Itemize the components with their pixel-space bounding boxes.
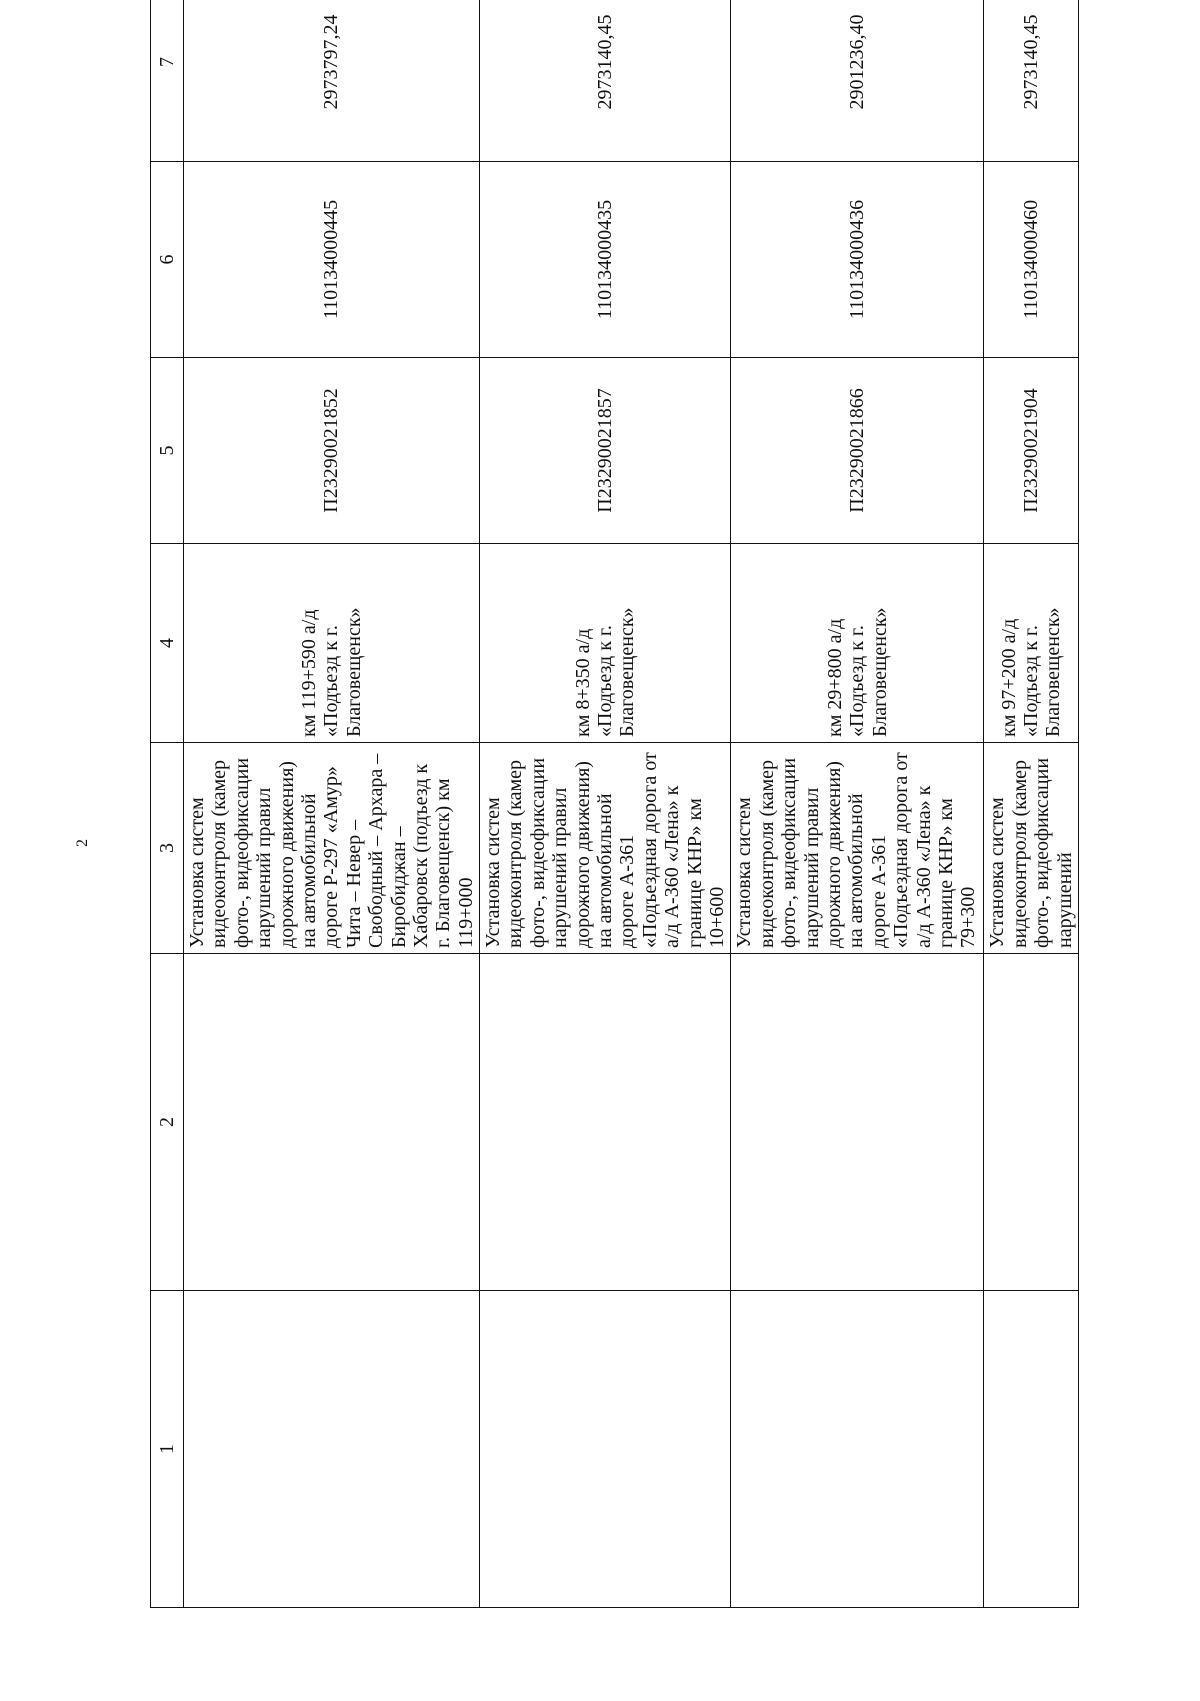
description-cell: Установка систем видеоконтроля (камер фото-, видеофиксации нарушений правил дорожного движения) на автомобильной дороге А-361 «Подъездная дорога от а/д А-360 «Лена» к границе КНР» км 79+300 bbox=[731, 743, 984, 954]
location-cell: км 97+200 а/д «Подъезд к г. Благовещенск» bbox=[984, 544, 1079, 743]
code-cell: П23290021904 bbox=[984, 358, 1079, 544]
column-header-6: 6 bbox=[151, 162, 184, 358]
inventory-number-cell: 110134000435 bbox=[480, 162, 731, 358]
column-header-7: 7 bbox=[151, 0, 184, 162]
amount-cell: 2973140,45 bbox=[984, 0, 1079, 162]
code-cell: П23290021852 bbox=[184, 358, 480, 544]
amount-cell: 2901236,40 bbox=[731, 0, 984, 162]
column-header-3: 3 bbox=[151, 743, 184, 954]
table-row bbox=[184, 0, 480, 1608]
cell-empty-col2 bbox=[480, 954, 731, 1291]
cell-empty-col1 bbox=[480, 1291, 731, 1608]
description-cell: Установка систем видеоконтроля (камер фото-, видеофиксации нарушений bbox=[984, 743, 1079, 954]
page-number: 2 bbox=[74, 839, 91, 847]
cell-empty-col1 bbox=[984, 1291, 1079, 1608]
description-cell: Установка систем видеоконтроля (камер фото-, видеофиксации нарушений правил дорожного движения) на автомобильной дороге А-361 «Подъездная дорога от а/д А-360 «Лена» к границе КНР» км 10+600 bbox=[480, 743, 731, 954]
inventory-number-cell: 110134000445 bbox=[184, 162, 480, 358]
inventory-number-cell: 110134000436 bbox=[731, 162, 984, 358]
code-cell: П23290021857 bbox=[480, 358, 731, 544]
code-cell: П23290021866 bbox=[731, 358, 984, 544]
description-cell: Установка систем видеоконтроля (камер фото-, видеофиксации нарушений правил дорожного движения) на автомобильной дороге Р-297 «Амур» Чита – Невер – Свободный – Архара – Биробиджан – Хабаровск (подъезд к г. Благовещенск) км 119+000 bbox=[184, 743, 480, 954]
location-cell: км 119+590 а/д «Подъезд к г. Благовещенск» bbox=[184, 544, 480, 743]
table-header-row bbox=[151, 0, 184, 1608]
column-header-4: 4 bbox=[151, 544, 184, 743]
table-row bbox=[984, 0, 1079, 1608]
column-header-1: 1 bbox=[151, 1291, 184, 1608]
cell-empty-col2 bbox=[984, 954, 1079, 1291]
cell-empty-col2 bbox=[184, 954, 480, 1291]
cell-empty-col2 bbox=[731, 954, 984, 1291]
column-header-2: 2 bbox=[151, 954, 184, 1291]
table-row bbox=[480, 0, 731, 1608]
amount-cell: 2973140,45 bbox=[480, 0, 731, 162]
location-cell: км 8+350 а/д «Подъезд к г. Благовещенск» bbox=[480, 544, 731, 743]
cell-empty-col1 bbox=[184, 1291, 480, 1608]
column-header-5: 5 bbox=[151, 358, 184, 544]
registry-table bbox=[150, 0, 1079, 1608]
amount-cell: 2973797,24 bbox=[184, 0, 480, 162]
rotated-table-container bbox=[150, 14, 1076, 1608]
cell-empty-col1 bbox=[731, 1291, 984, 1608]
inventory-number-cell: 110134000460 bbox=[984, 162, 1079, 358]
table-row bbox=[731, 0, 984, 1608]
location-cell: км 29+800 а/д «Подъезд к г. Благовещенск» bbox=[731, 544, 984, 743]
